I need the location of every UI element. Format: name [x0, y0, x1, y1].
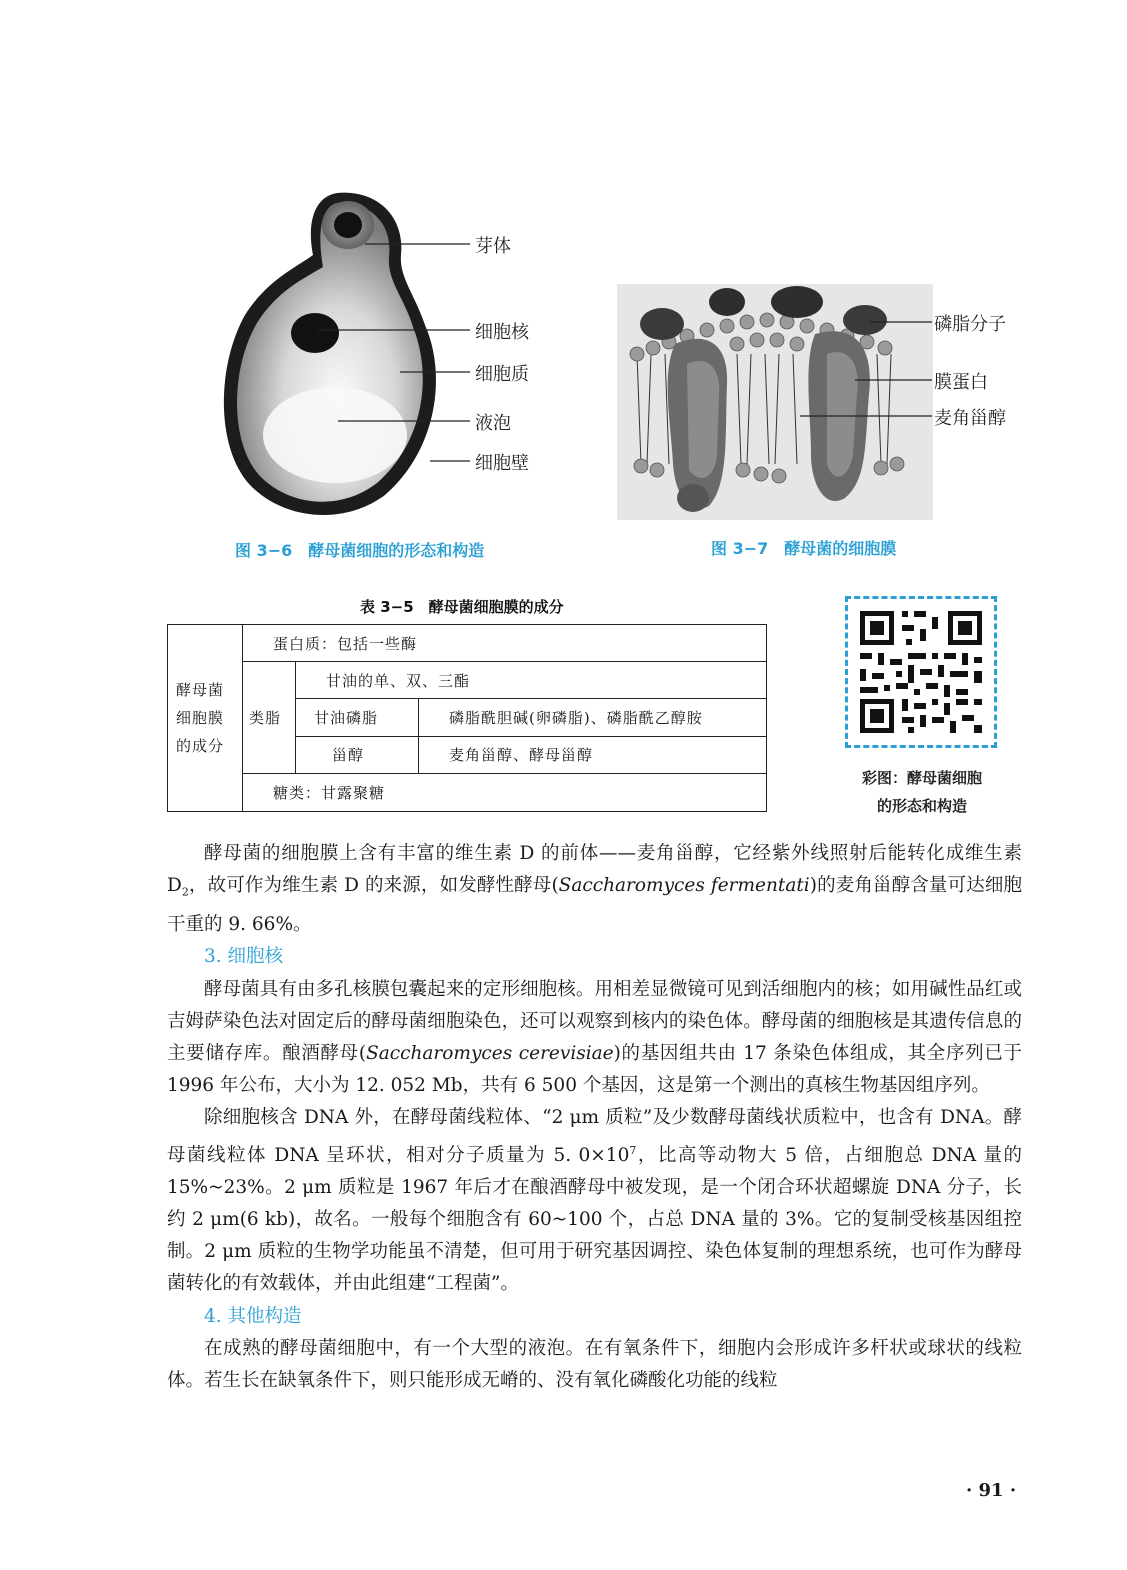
label-ergosterol: 麦角甾醇 — [934, 408, 1006, 429]
qr-caption-line1: 彩图：酵母菌细胞 — [861, 769, 982, 787]
label-vacuole: 液泡 — [475, 413, 511, 434]
table-glycerides-cell: 甘油的单、双、三酯 — [296, 662, 767, 699]
table-phospholipid-items-cell: 磷脂酰胆碱(卵磷脂)、磷脂酰乙醇胺 — [419, 699, 767, 736]
p1-part-c: )的麦角甾醇含量可达细胞干重的 9. 66%。 — [167, 875, 1022, 936]
label-phospholipid: 磷脂分子 — [934, 314, 1006, 335]
table-protein-cell: 蛋白质：包括一些酶 — [243, 625, 767, 662]
figure-7-leader-lines — [0, 0, 1127, 600]
paragraph-ergosterol — [167, 838, 1022, 941]
p2-species: Saccharomyces cerevisiae — [366, 1042, 614, 1064]
membrane-composition-table — [167, 624, 767, 812]
label-bud: 芽体 — [475, 236, 511, 257]
p2-part-a: 酵母菌具有由多孔核膜包囊起来的定形细胞核。用相差显微镜可见到活细胞内的核；如用碱性品红或吉姆萨染色法对固定后的酵母菌细胞染色，还可以观察到核内的染色体。酵母菌的细胞核是其遗传信息的主要储存库。酿酒酵母( — [167, 978, 1022, 1064]
p3-part-b: ，比高等动物大 5 倍，占细胞总 DNA 量的 15%~23%。2 μm 质粒是 1967 年后才在酿酒酵母中被发现，是一个闭合环状超螺旋 DNA 分子，长约 2 μm(6 kb)，故名。一般每个细胞含有 60~100 个，占总 DNA 量的 3%。它的复制受核基因组控制。2 μm 质粒的生物学功能虽不清楚，但可用于研究基因调控、染色体复制的理想系统，也可作为酵母菌转化的有效载体，并由此组建“工程菌”。 — [167, 1144, 1022, 1295]
p2-part-b: )的基因组共由 17 条染色体组成，其全序列已于 1996 年公布，大小为 12. 052 Mb，共有 6 500 个基因，这是第一个测出的真核生物基因组序列。 — [167, 1042, 1023, 1097]
p3-part-a: 除细胞核含 DNA 外，在酵母菌线粒体、“2 μm 质粒”及少数酵母菌线状质粒中，也含有 DNA。酵母菌线粒体 DNA 呈环状，相对分子质量为 5. 0×10 — [167, 1107, 1022, 1166]
body-text — [167, 838, 1022, 1397]
table-group-text: 酵母菌细胞膜的成分 — [176, 681, 225, 755]
label-cytoplasm: 细胞质 — [475, 364, 529, 385]
table-sugar-cell: 糖类：甘露聚糖 — [243, 773, 767, 811]
page-number: · 91 · — [966, 1480, 1017, 1501]
p1-subscript: 2 — [181, 885, 189, 899]
heading-nucleus: 3. 细胞核 — [204, 946, 284, 968]
figure-6-caption: 图 3−6 酵母菌细胞的形态和构造 — [235, 541, 485, 560]
table-phospholipid-cell: 甘油磷脂 — [296, 699, 419, 736]
label-membrane-protein: 膜蛋白 — [934, 372, 988, 393]
table-sterol-items-cell: 麦角甾醇、酵母甾醇 — [419, 736, 767, 773]
paragraph-other-structures: 在成熟的酵母菌细胞中，有一个大型的液泡。在有氧条件下，细胞内会形成许多杆状或球状的线粒体。若生长在缺氧条件下，则只能形成无嵴的、没有氧化磷酸化功能的线粒 — [167, 1337, 1022, 1392]
qr-code-frame[interactable] — [845, 596, 997, 748]
table-sterol-cell: 甾醇 — [296, 736, 419, 773]
qr-caption — [830, 764, 1014, 820]
table-group-cell — [168, 625, 243, 812]
table-lipid-cell: 类脂 — [243, 662, 296, 774]
p1-part-b: ，故可作为维生素 D 的来源，如发酵性酵母( — [188, 875, 559, 897]
label-nucleus: 细胞核 — [475, 322, 529, 343]
heading-other-structures: 4. 其他构造 — [204, 1305, 302, 1327]
p3-superscript: 7 — [629, 1143, 637, 1157]
p1-species: Saccharomyces fermentati — [558, 875, 810, 897]
label-cell-wall: 细胞壁 — [475, 453, 529, 474]
p1-part-a: 酵母菌的细胞膜上含有丰富的维生素 D 的前体——麦角甾醇，它经紫外线照射后能转化成维生素 D — [167, 843, 1022, 897]
figure-7-caption: 图 3−7 酵母菌的细胞膜 — [711, 539, 897, 558]
paragraph-dna — [167, 1102, 1022, 1300]
table-title: 表 3−5 酵母菌细胞膜的成分 — [360, 598, 564, 616]
qr-code-icon[interactable] — [848, 599, 994, 745]
paragraph-nucleus — [167, 974, 1022, 1103]
qr-caption-line2: 的形态和构造 — [876, 797, 967, 815]
